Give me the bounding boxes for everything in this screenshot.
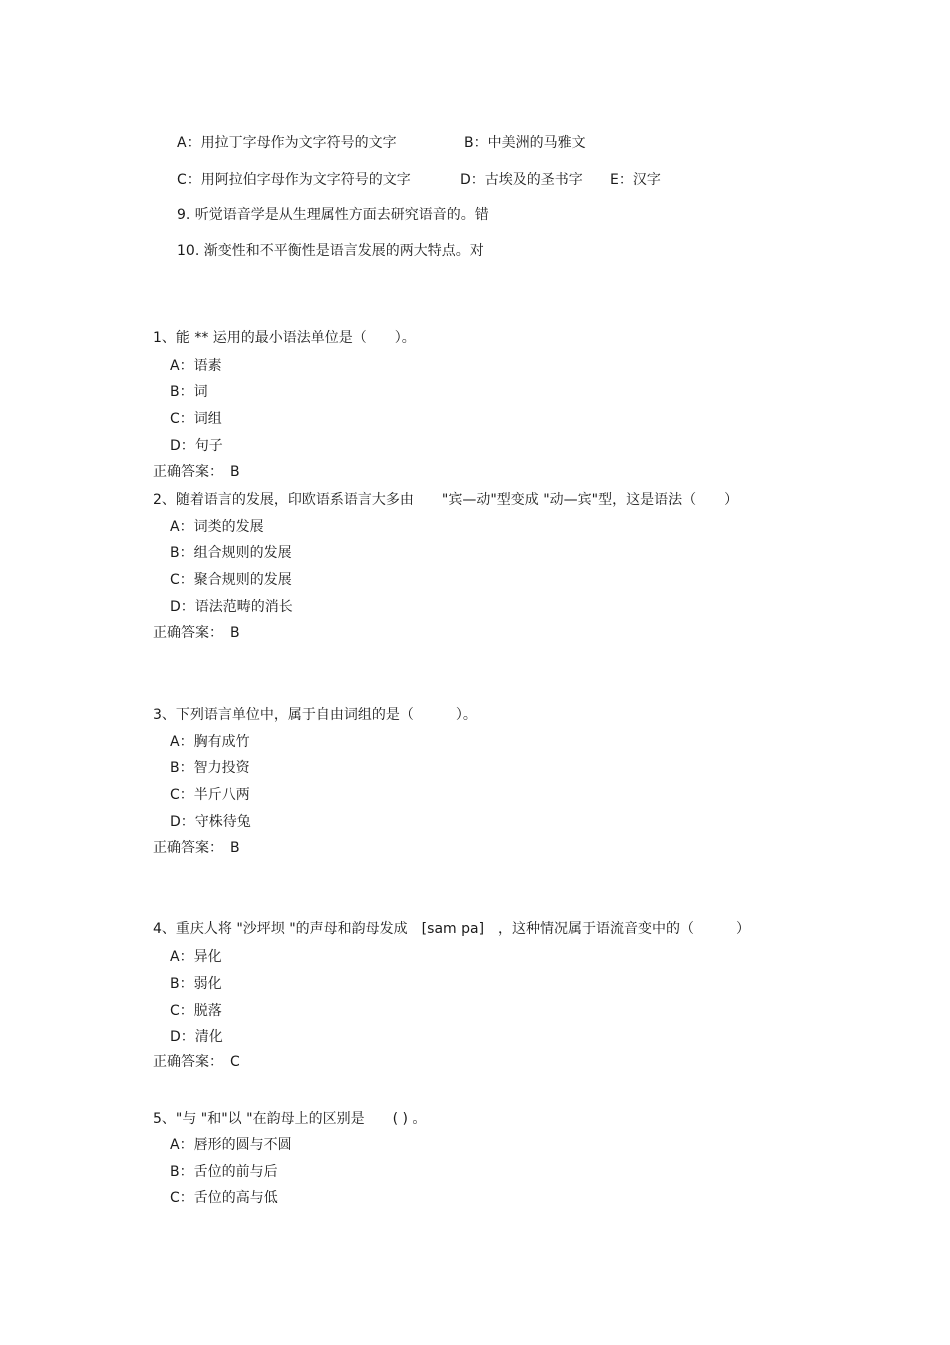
- question-3-answer: 正确答案： B: [153, 840, 240, 856]
- question-2-option-a: A：词类的发展: [170, 519, 264, 535]
- question-5-stem: 5、"与 "和"以 "在韵母上的区别是 ( ) 。: [153, 1111, 427, 1127]
- question-4-stem: 4、重庆人将 "沙坪坝 "的声母和韵母发成 [sam pa] ，这种情况属于语流音变中的（ ）: [153, 921, 751, 937]
- question-4-option-d: D：清化: [170, 1029, 223, 1045]
- question-5-option-b: B：舌位的前与后: [170, 1164, 278, 1180]
- question-5-option-c: C：舌位的高与低: [170, 1190, 278, 1206]
- question-2-stem: 2、随着语言的发展，印欧语系语言大多由 "宾—动"型变成 "动—宾"型，这是语法（ ）: [153, 492, 739, 508]
- question-1-option-a: A：语素: [170, 358, 222, 374]
- question-2-option-d: D：语法范畴的消长: [170, 599, 293, 615]
- question-2-option-c: C：聚合规则的发展: [170, 572, 292, 588]
- item-9: 9. 听觉语音学是从生理属性方面去研究语音的。错: [177, 207, 489, 223]
- question-1-option-c: C：词组: [170, 411, 222, 427]
- option-d-hieroglyph: D：古埃及的圣书字: [460, 172, 583, 188]
- option-c-arabic: C：用阿拉伯字母作为文字符号的文字: [177, 172, 411, 188]
- question-5-option-a: A：唇形的圆与不圆: [170, 1137, 292, 1153]
- option-a-latin: A：用拉丁字母作为文字符号的文字: [177, 135, 397, 151]
- question-4-answer: 正确答案： C: [153, 1054, 240, 1070]
- question-3-option-a: A：胸有成竹: [170, 734, 250, 750]
- question-3-option-c: C：半斤八两: [170, 787, 250, 803]
- item-10: 10. 渐变性和不平衡性是语言发展的两大特点。对: [177, 243, 484, 259]
- question-1-answer: 正确答案： B: [153, 464, 240, 480]
- question-2-answer: 正确答案： B: [153, 625, 240, 641]
- question-4-option-c: C：脱落: [170, 1003, 222, 1019]
- question-4-option-b: B：弱化: [170, 976, 222, 992]
- question-2-option-b: B：组合规则的发展: [170, 545, 292, 561]
- question-3-option-d: D：守株待兔: [170, 814, 251, 830]
- question-3-option-b: B：智力投资: [170, 760, 250, 776]
- question-1-option-d: D：句子: [170, 438, 223, 454]
- question-1-option-b: B：词: [170, 384, 208, 400]
- question-3-stem: 3、下列语言单位中，属于自由词组的是（ ）。: [153, 707, 477, 723]
- option-e-hanzi: E：汉字: [610, 172, 661, 188]
- question-4-option-a: A：异化: [170, 949, 222, 965]
- question-1-stem: 1、能 ** 运用的最小语法单位是（ ）。: [153, 330, 416, 346]
- option-b-maya: B：中美洲的马雅文: [464, 135, 586, 151]
